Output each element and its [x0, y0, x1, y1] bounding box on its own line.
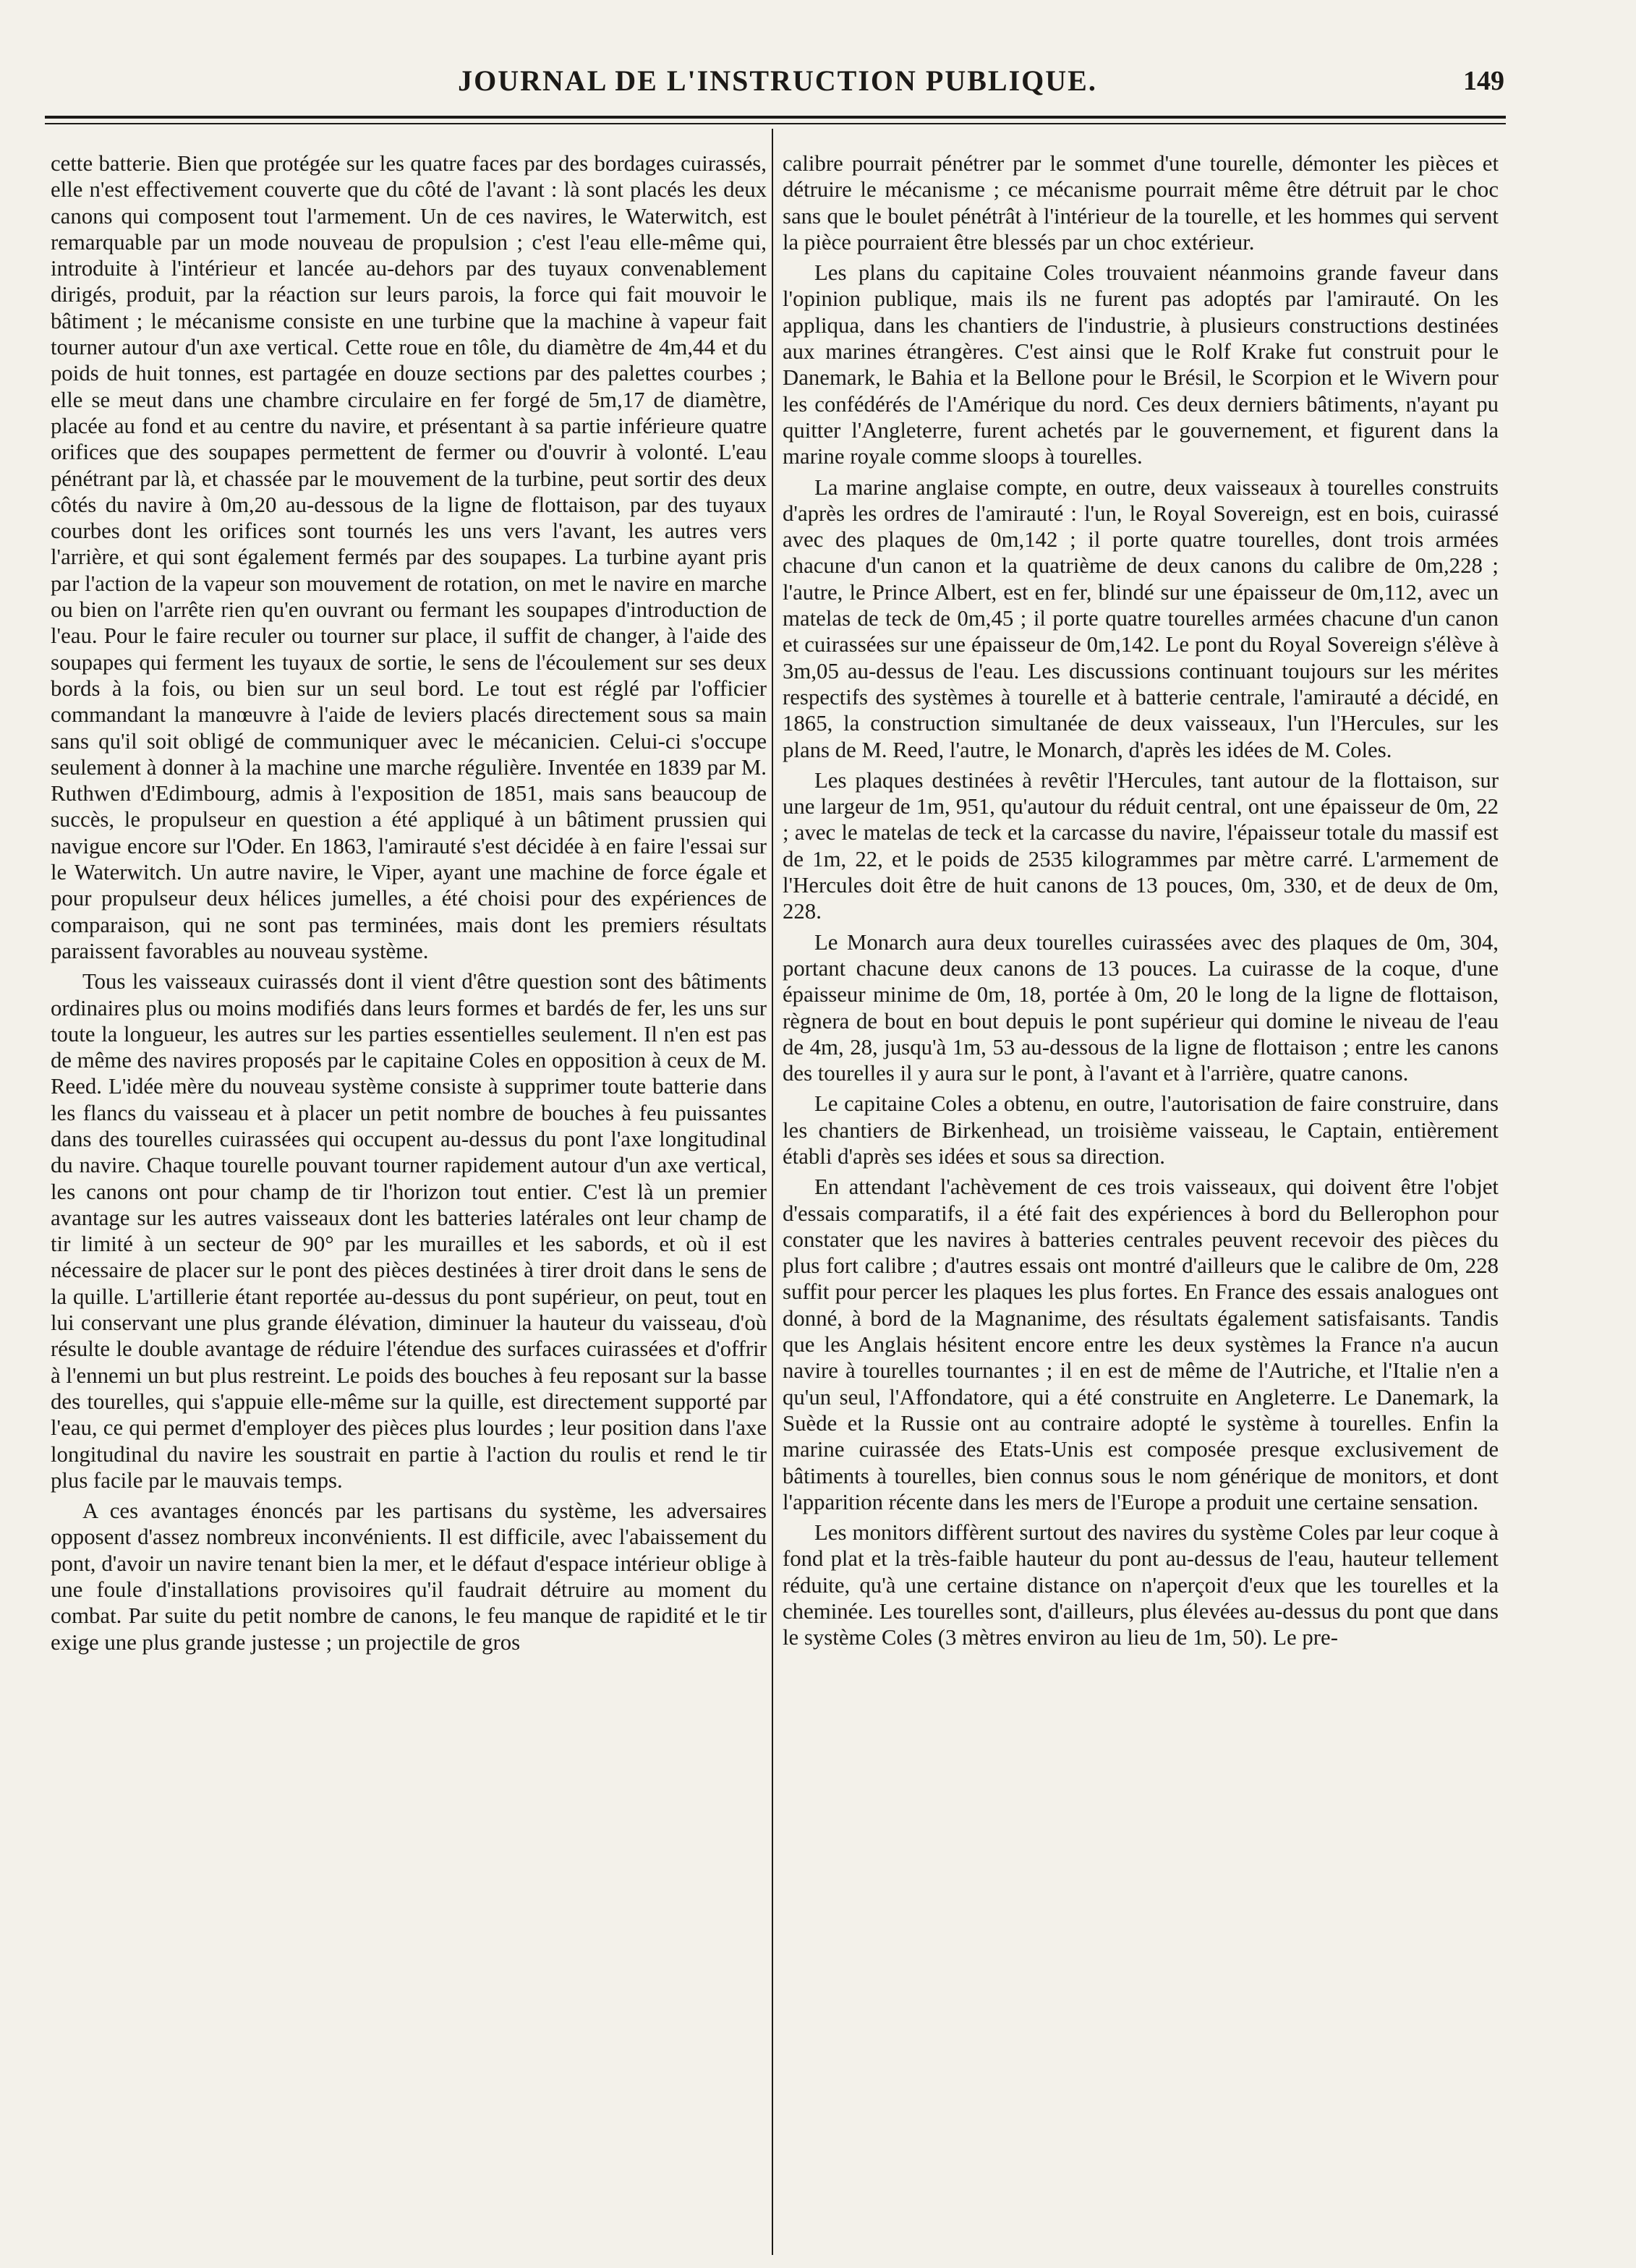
paragraph: En attendant l'achèvement de ces trois vaisseaux, qui doivent être l'objet d'essais comparatifs, il a été fait des expériences à bord du Bellerophon pour constater que les navires à batteries centrales peuvent recevoir des pièces du plus fort calibre ; d'autres essais ont montré d'ailleurs que le calibre de 0m, 228 suffit pour percer les plaques les plus fortes. En France des essais analogues ont donné, à bord de la Magnanime, des résultats également satisfaisants. Tandis que les Anglais hésitent encore entre les deux systèmes la France n'a aucun navire à tourelles tournantes ; il en est de même de l'Autriche, et l'Italie n'en a qu'un seul, l'Affondatore, qui a été construite en Angleterre. Le Danemark, la Suède et la Russie ont au contraire adopté le système à tourelles. Enfin la marine cuirassée des Etats-Unis est composée presque exclusivement de bâtiments à tourelles, bien connus sous le nom générique de monitors, et dont l'apparition récente dans les mers de l'Europe a produit une certaine sensation. — [783, 1174, 1499, 1514]
paragraph: calibre pourrait pénétrer par le sommet d'une tourelle, démonter les pièces et détruire le mécanisme ; ce mécanisme pourrait même être détruit par le choc sans que le boulet pénétrât à l'intérieur de la tourelle, et les hommes qui servent la pièce pourraient être blessés par un choc extérieur. — [783, 151, 1499, 255]
paragraph: La marine anglaise compte, en outre, deux vaisseaux à tourelles construits d'après les ordres de l'amirauté : l'un, le Royal Sovereign, est en bois, cuirassé avec des plaques de 0m,142 ; il porte quatre tourelles, dont trois armées chacune d'un canon et la quatrième de deux canons du calibre de 0m,228 ; l'autre, le Prince Albert, est en fer, blindé sur une épaisseur de 0m,112, avec un matelas de teck de 0m,45 ; il porte quatre tourelles armées chacune d'un canon et cuirassées sur une épaisseur de 0m,142. Le pont du Royal Sovereign s'élève à 3m,05 au-dessus de l'eau. Les discussions continuant toujours sur les mérites respectifs des systèmes à tourelle et à batterie centrale, l'amirauté a décidé, en 1865, la construction simultanée de deux vaisseaux, l'un l'Hercules, sur les plans de M. Reed, l'autre, le Monarch, d'après les idées de M. Coles. — [783, 474, 1499, 762]
paragraph: Les monitors diffèrent surtout des navires du système Coles par leur coque à fond plat et la très-faible hauteur du pont au-dessus de l'eau, hauteur tellement réduite, qu'à une certaine distance on n'aperçoit d'eux que les tourelles et la cheminée. Les tourelles sont, d'ailleurs, plus élevées au-dessus du pont que dans le système Coles (3 mètres environ au lieu de 1m, 50). Le pre- — [783, 1520, 1499, 1650]
paragraph: Le capitaine Coles a obtenu, en outre, l'autorisation de faire construire, dans les chantiers de Birkenhead, un troisième vaisseau, le Captain, entièrement établi d'après ses idées et sous sa direction. — [783, 1091, 1499, 1169]
header-rule-thin — [45, 123, 1506, 124]
paragraph: Les plaques destinées à revêtir l'Hercules, tant autour de la flottaison, sur une largeur de 1m, 951, qu'autour du réduit central, ont une épaisseur de 0m, 22 ; avec le matelas de teck et la carcasse du navire, l'épaisseur totale du massif est de 1m, 22, et le poids de 2535 kilogrammes par mètre carré. L'armement de l'Hercules doit être de huit canons de 13 pouces, 0m, 330, et de deux de 0m, 228. — [783, 767, 1499, 924]
header-rule-thick — [45, 116, 1506, 119]
page-number: 149 — [1463, 66, 1504, 96]
paragraph: Tous les vaisseaux cuirassés dont il vient d'être question sont des bâtiments ordinaires plus ou moins modifiés dans leurs formes et bardés de fer, les uns sur toute la longueur, les autres sur les parties essentielles seulement. Il n'en est pas de même des navires proposés par le capitaine Coles en opposition à ceux de M. Reed. L'idée mère du nouveau système consiste à supprimer toute batterie dans les flancs du vaisseau et à placer un petit nombre de bouches à feu puissantes dans des tourelles cuirassées qui occupent au-dessus du pont l'axe longitudinal du navire. Chaque tourelle pouvant tourner rapidement autour d'un axe vertical, les canons ont pour champ de tir l'horizon tout entier. C'est là un premier avantage sur les autres vaisseaux dont les batteries latérales ont leur champ de tir limité à un secteur de 90° par les murailles et les sabords, et où il est nécessaire de placer sur le pont des pièces destinées à tirer droit dans le sens de la quille. L'artillerie étant reportée au-dessus du pont supérieur, on peut, tout en lui conservant une plus grande élévation, diminuer la hauteur du vaisseau, d'où résulte le double avantage de réduire l'étendue des surfaces cuirassées et d'offrir à l'ennemi un but plus restreint. Le poids des bouches à feu reposant sur la basse des tourelles, qui s'appuie elle-même sur la quille, est directement supporté par l'eau, ce qui permet d'employer des pièces plus lourdes ; leur position dans l'axe longitudinal du navire les soustrait en partie à l'action du roulis et rend le tir plus facile par le mauvais temps. — [51, 969, 767, 1493]
paragraph: cette batterie. Bien que protégée sur les quatre faces par des bordages cuirassés, elle n'est effectivement couverte que du côté de l'avant : là sont placés les deux canons qui composent tout l'armement. Un de ces navires, le Waterwitch, est remarquable par un mode nouveau de propulsion ; c'est l'eau elle-même qui, introduite à l'intérieur et lancée au-dehors par des tuyaux convenablement dirigés, produit, par la réaction sur leurs parois, la force qui fait mouvoir le bâtiment ; le mécanisme consiste en une turbine que la machine à vapeur fait tourner autour d'un axe vertical. Cette roue en tôle, du diamètre de 4m,44 et du poids de huit tonnes, est partagée en douze sections par des palettes courbes ; elle se meut dans une chambre circulaire en fer forgé de 5m,17 de diamètre, placée au fond et au centre du navire, et présentant à sa partie inférieure quatre orifices que des soupapes permettent de fermer ou d'ouvrir à volonté. L'eau pénétrant par là, et chassée par le mouvement de la turbine, peut sortir des deux côtés du navire à 0m,20 au-dessous de la ligne de flottaison, par des tuyaux courbes dont les orifices sont tournés les uns vers l'avant, les autres vers l'arrière, et qui sont également fermés par des soupapes. La turbine ayant pris par l'action de la vapeur son mouvement de rotation, on met le navire en marche ou bien on l'arrête rien qu'en ouvrant ou fermant les soupapes d'introduction de l'eau. Pour le faire reculer ou tourner sur place, il suffit de changer, à l'aide des soupapes qui ferment les tuyaux de sortie, le sens de l'écoulement sur ses deux bords à la fois, ou bien sur un seul bord. Le tout est réglé par l'officier commandant la manœuvre à l'aide de leviers placés directement sous sa main sans qu'il soit obligé de communiquer avec le mécanicien. Celui-ci s'occupe seulement à donner à la machine une marche régulière. Inventée en 1839 par M. Ruthwen d'Edimbourg, admis à l'exposition de 1851, mais sans beaucoup de succès, le propulseur en question a été appliqué à un bâtiment prussien qui navigue encore sur l'Oder. En 1863, l'amirauté s'est décidée à en faire l'essai sur le Waterwitch. Un autre navire, le Viper, ayant une machine de force égale et pour propulseur deux hélices jumelles, a été choisi pour des expériences de comparaison, qui ne sont pas terminées, mais dont les premiers résultats paraissent favorables au nouveau système. — [51, 151, 767, 963]
column-divider — [772, 129, 773, 2255]
paragraph: A ces avantages énoncés par les partisans du système, les adversaires opposent d'assez nombreux inconvénients. Il est difficile, avec l'abaissement du pont, d'avoir un navire tenant bien la mer, et le défaut d'espace intérieur oblige à une foule d'installations provisoires qu'il faudrait détruire au moment du combat. Par suite du petit nombre de canons, le feu manque de rapidité et le tir exige une plus grande justesse ; un projectile de gros — [51, 1498, 767, 1655]
page-header — [51, 64, 1504, 107]
paragraph: Le Monarch aura deux tourelles cuirassées avec des plaques de 0m, 304, portant chacune deux canons de 13 pouces. La cuirasse de la coque, d'une épaisseur minime de 0m, 18, portée à 0m, 20 le long de la ligne de flottaison, règnera de bout en bout depuis le pont supérieur qui domine le niveau de l'eau de 4m, 28, jusqu'à 1m, 53 au-dessous de la ligne de flottaison ; entre les canons des tourelles il y aura sur le pont, à l'avant et à l'arrière, quatre canons. — [783, 929, 1499, 1086]
journal-title: JOURNAL DE L'INSTRUCTION PUBLIQUE. — [458, 64, 1097, 97]
left-column — [51, 150, 767, 1655]
right-column — [783, 150, 1499, 1651]
paragraph: Les plans du capitaine Coles trouvaient néanmoins grande faveur dans l'opinion publique, mais ils ne furent pas adoptés par l'amirauté. On les appliqua, dans les chantiers de l'industrie, à plusieurs constructions destinées aux marines étrangères. C'est ainsi que le Rolf Krake fut construit pour le Danemark, le Bahia et la Bellone pour le Brésil, le Scorpion et le Wivern pour les confédérés de l'Amérique du nord. Ces deux derniers bâtiments, n'ayant pu quitter l'Angleterre, furent achetés par le gouvernement, et figurent dans la marine royale comme sloops à tourelles. — [783, 260, 1499, 469]
